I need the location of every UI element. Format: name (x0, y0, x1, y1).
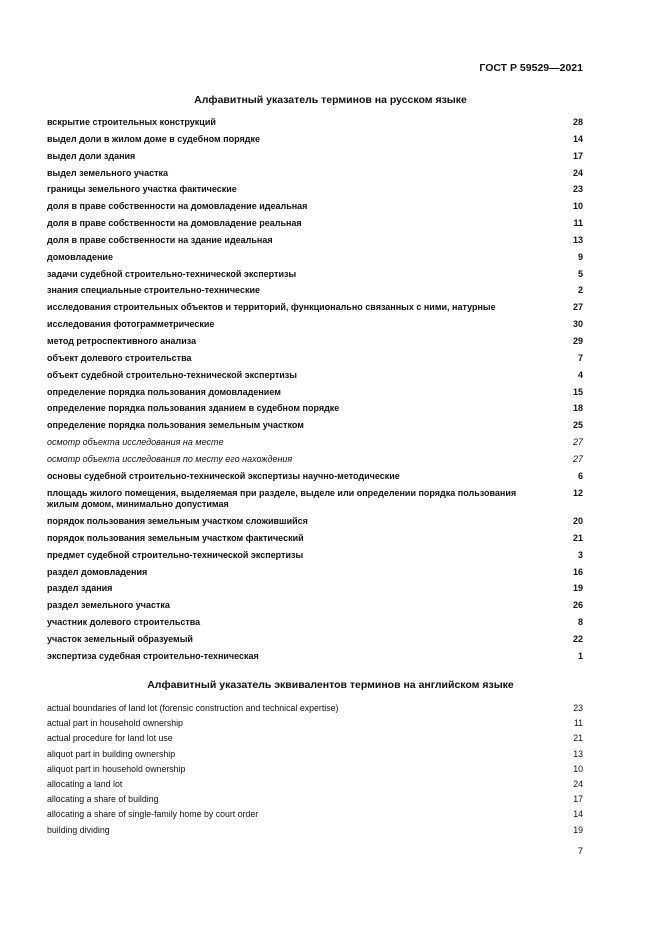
index-entry (47, 488, 583, 517)
index-term: основы судебной строительно-технической экспертизы научно-методические (47, 470, 400, 481)
index-entry (47, 733, 583, 748)
index-entry (47, 387, 583, 404)
index-term: предмет судебной строительно-технической экспертизы (47, 549, 304, 560)
index-term: определение порядка пользования зданием в судебном порядке (47, 403, 340, 414)
index-page-number: 13 (572, 234, 583, 245)
index-page-number: 11 (573, 718, 583, 729)
index-term: building dividing (47, 824, 110, 835)
index-entry (47, 151, 583, 168)
index-term: участок земельный образуемый (47, 633, 193, 644)
index-entry (47, 353, 583, 370)
index-term: порядок пользования земельным участком сложившийся (47, 516, 308, 527)
index-term: площадь жилого помещения, выделяемая при разделе, выделе или определении порядка пользования жилым домом, минимально допустимая (47, 487, 517, 509)
index-term: actual procedure for land lot use (47, 733, 173, 744)
index-page-number: 2 (577, 285, 583, 296)
index-entry (47, 134, 583, 151)
index-page-number: 17 (573, 794, 583, 805)
index-term: actual part in household ownership (47, 718, 183, 729)
index-term: выдел земельного участка (47, 167, 169, 178)
index-entry (47, 285, 583, 302)
index-entry (47, 749, 583, 764)
index-entry (47, 184, 583, 201)
index-page-number: 19 (573, 824, 583, 835)
index-entry (47, 779, 583, 794)
index-page-number: 21 (573, 733, 583, 744)
index-page-number: 29 (572, 335, 583, 346)
index-page-number: 23 (572, 184, 583, 195)
russian-index-list (47, 117, 583, 668)
index-page-number: 16 (572, 566, 583, 577)
index-entry (47, 370, 583, 387)
index-page-number: 17 (572, 150, 583, 161)
index-term: порядок пользования земельным участком фактический (47, 532, 304, 543)
index-page-number: 27 (572, 437, 583, 448)
index-page-number: 20 (572, 516, 583, 527)
index-page-number: 27 (572, 302, 583, 313)
index-page-number: 23 (573, 703, 583, 713)
index-term: исследования строительных объектов и территорий, функционально связанных с ними, натурные (47, 302, 496, 313)
index-page-number: 7 (577, 352, 583, 363)
index-page-number: 6 (577, 470, 583, 481)
index-entry (47, 168, 583, 185)
index-term: allocating a share of single-family home by court order (47, 809, 259, 820)
index-entry (47, 302, 583, 319)
index-entry (47, 718, 583, 733)
index-page-number: 3 (577, 549, 583, 560)
index-entry (47, 117, 583, 134)
index-entry (47, 809, 583, 824)
index-term: вскрытие строительных конструкций (47, 117, 216, 127)
index-page-number: 15 (572, 386, 583, 397)
index-term: определение порядка пользования домовладением (47, 386, 281, 397)
index-entry (47, 703, 583, 718)
index-entry (47, 617, 583, 634)
index-page-number: 14 (572, 133, 583, 144)
index-page-number: 27 (572, 453, 583, 464)
index-term: осмотр объекта исследования на месте (47, 437, 224, 448)
index-entry (47, 201, 583, 218)
index-entry (47, 235, 583, 252)
index-entry (47, 454, 583, 471)
index-term: знания специальные строительно-технические (47, 285, 260, 296)
index-page-number: 21 (572, 532, 583, 543)
index-page-number: 10 (573, 763, 583, 774)
index-page-number: 22 (572, 633, 583, 644)
index-page-number: 9 (577, 251, 583, 262)
index-page-number: 28 (572, 117, 583, 127)
index-term: метод ретроспективного анализа (47, 335, 197, 346)
index-entry (47, 403, 583, 420)
index-entry (47, 437, 583, 454)
index-page-number: 19 (572, 583, 583, 594)
index-term: объект судебной строительно-технической экспертизы (47, 369, 297, 380)
russian-index-title: Алфавитный указатель терминов на русском языке (194, 94, 467, 106)
index-page-number: 10 (572, 201, 583, 212)
index-term: участник долевого строительства (47, 617, 201, 628)
document-id: ГОСТ Р 59529—2021 (479, 62, 583, 74)
index-entry (47, 583, 583, 600)
index-term: исследования фотограмметрические (47, 319, 215, 330)
index-term: объект долевого строительства (47, 352, 192, 363)
index-entry (47, 269, 583, 286)
index-entry (47, 252, 583, 269)
index-entry (47, 567, 583, 584)
index-term: определение порядка пользования земельным участком (47, 420, 304, 431)
index-entry (47, 533, 583, 550)
index-term: allocating a land lot (47, 778, 123, 789)
index-term: доля в праве собственности на домовладение идеальная (47, 201, 308, 212)
index-entry (47, 794, 583, 809)
index-page-number: 30 (572, 319, 583, 330)
index-entry (47, 420, 583, 437)
index-page-number: 4 (577, 369, 583, 380)
index-term: доля в праве собственности на домовладение реальная (47, 218, 302, 229)
english-index-title: Алфавитный указатель эквивалентов терминов на английском языке (147, 679, 514, 691)
index-term: домовладение (47, 251, 113, 262)
index-page-number: 26 (572, 600, 583, 611)
index-term: выдел доли здания (47, 150, 136, 161)
index-term: allocating a share of building (47, 794, 159, 805)
page-number: 7 (577, 846, 583, 857)
index-term: доля в праве собственности на здание идеальная (47, 234, 273, 245)
index-page-number: 14 (573, 809, 583, 820)
index-page-number: 24 (573, 778, 583, 789)
index-page-number: 11 (573, 218, 583, 229)
index-term: осмотр объекта исследования по месту его нахождения (47, 453, 293, 464)
index-term: aliquot part in building ownership (47, 748, 176, 759)
index-entry (47, 825, 583, 840)
index-term: задачи судебной строительно-технической экспертизы (47, 268, 297, 279)
index-page-number: 24 (572, 167, 583, 178)
index-entry (47, 600, 583, 617)
index-entry (47, 218, 583, 235)
index-page-number: 5 (577, 268, 583, 279)
index-page-number: 12 (572, 487, 583, 498)
index-term: раздел земельного участка (47, 600, 170, 611)
index-entry (47, 336, 583, 353)
index-entry (47, 319, 583, 336)
index-term: раздел здания (47, 583, 113, 594)
index-term: aliquot part in household ownership (47, 763, 186, 774)
index-term: экспертиза судебная строительно-техническая (47, 650, 259, 661)
index-entry (47, 634, 583, 651)
index-term: раздел домовладения (47, 566, 148, 577)
index-page-number: 25 (572, 420, 583, 431)
index-entry (47, 550, 583, 567)
index-term: границы земельного участка фактические (47, 184, 237, 195)
index-entry (47, 764, 583, 779)
index-term: actual boundaries of land lot (forensic construction and technical expertise) (47, 703, 339, 713)
index-entry (47, 516, 583, 533)
index-term: выдел доли в жилом доме в судебном порядке (47, 133, 260, 144)
index-page-number: 8 (577, 617, 583, 628)
index-page-number: 18 (572, 403, 583, 414)
index-entry (47, 651, 583, 668)
index-page-number: 13 (573, 748, 583, 759)
index-entry (47, 471, 583, 488)
index-page-number: 1 (577, 650, 583, 661)
english-index-list (47, 703, 583, 840)
